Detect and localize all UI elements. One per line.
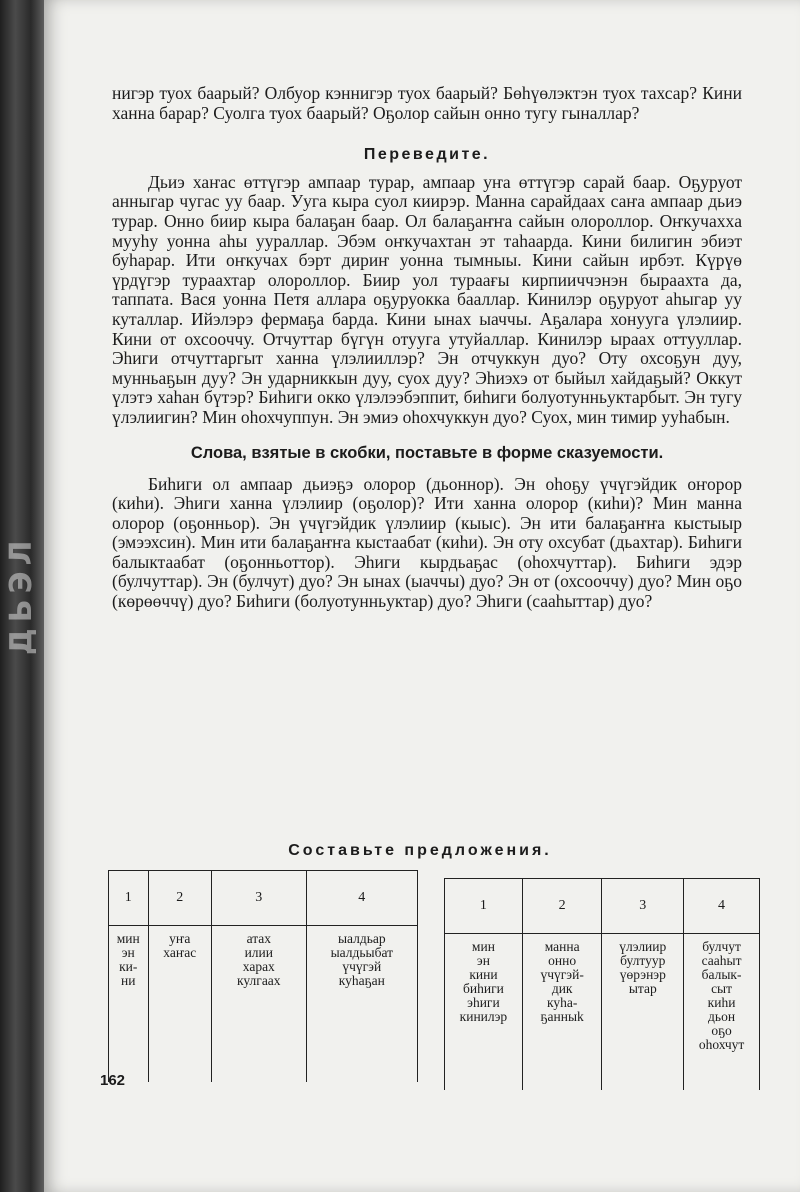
table-header-cell: 3 [211, 871, 306, 926]
word: ыалдьыбат [330, 945, 394, 960]
word: булчут [702, 939, 741, 954]
word: ни [121, 973, 136, 988]
table-cell [522, 934, 602, 1091]
table-cell [306, 926, 417, 1083]
word: куһаҕан [338, 973, 385, 988]
predicate-exercise-text: Биһиги ол ампаар дьиэҕэ олорор (дьоннор). Эн оһоҕу үчүгэйдик оҥорор (киһи). Эһиги ханна үлэлиир (оҕолор)? Ити ханна олорор (киһи)? Мин манна олорор (оҕонньор). Эн үчүгэйдик үлэлиир (кыыс). Эн ити балаҕаҥҥа кыстыыр (эмээхсин). Мин ити балаҕаҥҥа кыстаабат (киһи). Эн оту охсубат (дьахтар). Биһиги балыктаабат (оҕонньоттор). Эһиги кырдьаҕас (оһохчуттар). Биһиги эдэр (булчуттар). Эн (булчут) дуо? Эн ынах (ыаччы) дуо? Эн от (охсооччу) дуо? Мин оҕо (көрөөччү) дуо? Биһиги (болуотунньуктар) дуо? Эһиги (сааһыттар) дуо? [112, 473, 742, 612]
spine-lettering: ДЬЭЛ [4, 534, 39, 656]
word: дьон [708, 1009, 736, 1024]
section-heading-compose-sentences: Составьте предложения. [288, 842, 552, 859]
word: атах [246, 931, 272, 946]
word: мин [471, 939, 495, 954]
word: дик [551, 981, 573, 996]
table-header-cell: 4 [306, 871, 417, 926]
word: үөрэнэр [619, 967, 666, 982]
table-header-cell: 1 [109, 871, 149, 926]
word: кини [469, 967, 498, 982]
word: манна [544, 939, 580, 954]
section-heading-translate: Переведите. [363, 146, 491, 164]
table-cell [148, 926, 211, 1083]
word: үлэлиир [619, 939, 667, 954]
table-cell [211, 926, 306, 1083]
book-spine [0, 0, 44, 1192]
word: киһи [707, 995, 736, 1010]
section-heading-predicate-form: Слова, взятые в скобки, поставьте в форме сказуемости. [190, 443, 664, 462]
word: ҕанныk [540, 1009, 584, 1024]
word: үчүгэй [342, 959, 382, 974]
table-cell [602, 934, 684, 1091]
word-table-left [108, 870, 418, 1082]
word: мин [116, 931, 140, 946]
word: сааһыт [701, 953, 742, 968]
word: эн [121, 945, 135, 960]
table-cell [109, 926, 149, 1083]
word: онно [548, 953, 577, 968]
intro-paragraph: нигэр туох баарый? Олбуор кэннигэр туох баарый? Бөһүөлэктэн туох тахсар? Кини ханна барар? Суолга туох баарый? Оҕолор сайын онно тугу гыналлар? [112, 83, 742, 123]
word: биһиги [463, 981, 504, 996]
word: илии [244, 945, 273, 960]
page-content [112, 84, 742, 612]
table-cell [684, 934, 760, 1091]
word: куһа- [546, 995, 578, 1010]
word: хаҥас [163, 945, 197, 960]
word: эһиги [467, 995, 500, 1010]
page-number: 162 [100, 1072, 126, 1089]
word: ки- [119, 959, 138, 974]
word: ытар [628, 981, 657, 996]
word: кинилэр [459, 1009, 508, 1024]
word: үчүгэй- [540, 967, 584, 982]
table-header-cell: 2 [522, 879, 602, 934]
word: оҕо [711, 1023, 732, 1038]
word-table-right [444, 878, 760, 1090]
word: оһохчут [698, 1037, 745, 1052]
word: балык- [701, 967, 742, 982]
word: ыалдьар [337, 931, 386, 946]
word: кулгаах [237, 973, 281, 988]
table-header-cell: 3 [602, 879, 684, 934]
word: сыт [711, 981, 733, 996]
table-header-cell: 4 [684, 879, 760, 934]
table-header-cell: 2 [148, 871, 211, 926]
table-header-cell: 1 [445, 879, 523, 934]
word: харах [242, 959, 275, 974]
word: бултуур [620, 953, 666, 968]
table-cell [445, 934, 523, 1091]
word: эн [476, 953, 490, 968]
translation-exercise-text: Дьиэ хаҥас өттүгэр ампаар турар, ампаар уҥа өттүгэр сарай баар. Оҕуруот анныгар чугас уу баар. Ууга кыра суол киирэр. Манна сарайдаах саҥа ампаар дьиэ турар. Онно биир кыра балаҕан баар. Ол балаҕаҥҥа сайын олороллор. Оҥкучаххa мууһу уонна аһы уураллар. Эбэм оҥкучахтан эт таһаарда. Кини билигин эбиэт буһарар. Ити оҥкучах бэрт дириҥ уонна тымныы. Кини сайын ирбэт. Күрүө үрдүгэр тураахтар олороллор. Биир уол тураағы кирпииччэнэн быраахта да, таппата. Вася уонна Петя аллара оҕуруокка бааллар. Кинилэр оҕуруот аһыгар уу куталлар. Ийэлэрэ фермаҕа барда. Кини ынах ыаччы. Аҕалара хонууга үлэлиир. Кини от охсооччу. Отчуттар бүгүн отууга утуйаллар. Кинилэр ыраах оттууллар. Эһиги отчуттаргыт ханна үлэлииллэр? Эн отчуккун дуо? Оту охсоҕун дуу, мунньаҕын дуу? Эн ударниккын дуу, суох дуу? Эһиэхэ от быйыл хайдаҕый? Оккут үлэтэ хаһан бүтэр? Биһиги окко үлэлээбэппит, биһиги болуотунньуктарбыт. Эн тугу үлэлиигин? Мин оһохчуппун. Эн эмиэ оһохчуккун дуо? Суох, мин тимир ууһабын. [112, 171, 742, 427]
word: уҥа [169, 931, 191, 946]
